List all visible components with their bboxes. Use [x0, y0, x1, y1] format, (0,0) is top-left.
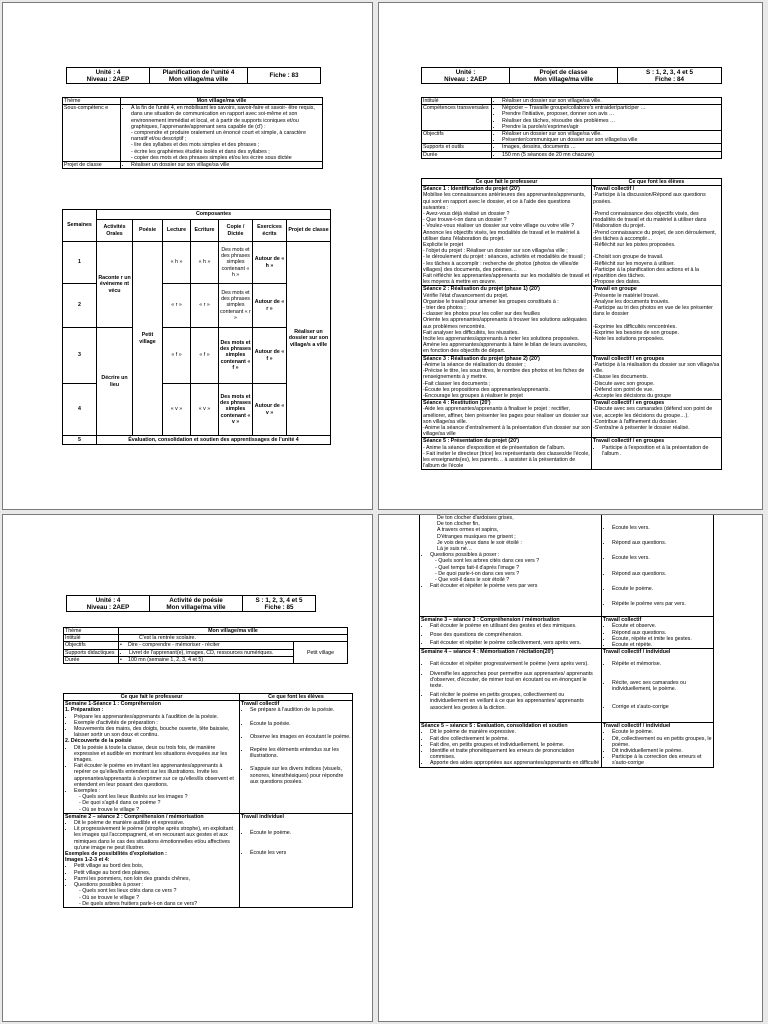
student-actions — [592, 286, 722, 355]
poem-title: Petit village — [133, 242, 163, 436]
student-actions — [592, 186, 722, 286]
teacher-actions — [422, 438, 592, 470]
subcompetence-text: • A la fin de l'unité 4, en mobilisant les savoirs, savoir-faire et savoir- être requis, dans une situation de communication en rapport avec soi-même et son environnement immédiat et local, et à partir de supports iconiques et/ou graphiques, l'apprenante/apprenant sera capable de (d') : - comprendre et produire oralement un énoncé court et simple, à caractère narratif et/ou descriptif ; - lire des syllabes et des mots simples et des phrases ; - écrire les graphèmes étudiés isolés et dans des syllabes ; - copier des mots et des phrases simples et/ou les écrire sous dictée — [131, 105, 321, 161]
work-mode: Travail collectif / en groupes — [593, 355, 665, 362]
prep-item: • Prépare les apprenantes/apprenants à l'audition de la poésie. — [74, 714, 238, 720]
poem-line: Je vois des yeux dans le soir étoilé : — [437, 539, 522, 546]
student-item: • Écoute et observe. — [612, 623, 712, 629]
student-item: • Répond aux questions. — [612, 630, 712, 636]
writing-cell: « v » — [191, 384, 219, 436]
level-label: Niveau : 2AEP — [86, 75, 130, 83]
reading-header: Lecture — [163, 220, 191, 242]
exercise-cell: Autour de « v » — [253, 384, 287, 436]
poem-title: Petit village — [294, 642, 348, 664]
title-label: Intitulé — [64, 635, 119, 642]
example-question: - Que voit-il dans le soir étoilé ? — [435, 577, 510, 584]
theme-label: Thème — [64, 628, 119, 635]
objectives-label: Objectifs — [64, 642, 119, 649]
week-number: 4 — [63, 384, 97, 436]
weekly-grid — [62, 209, 331, 445]
work-mode: Travail collectif / en groupes — [593, 438, 665, 445]
info-value — [492, 144, 722, 151]
sessions-label: S : 1, 2, 3, 4 et 5 — [646, 68, 693, 76]
exploitation-item: • Parmi les pommiers, non loin des grands chênes, — [74, 876, 238, 882]
project-header: Projet de classe — [287, 220, 331, 242]
example-question: - De quoi s'agit-il dans ce poème ? — [79, 800, 161, 807]
page-poetry — [2, 514, 373, 1022]
work-mode: Travail collectif / en groupes — [593, 400, 665, 407]
example-question: - Quels sont les arbres cités dans ces vers ? — [435, 558, 540, 565]
info-label: Intitulé — [422, 98, 492, 105]
student-item: • Participe à la correction des erreurs et s'auto-corrige — [612, 754, 712, 766]
work-mode: Travail collectif / individuel — [603, 723, 671, 730]
session-title: Séance 2 : Réalisation du projet (phase 1) (20') — [423, 286, 540, 293]
session-title: Semaine 3 – séance 3 : Compréhension / mémorisation — [421, 617, 560, 624]
section-title: 1. Préparation : — [65, 707, 104, 714]
info-item: • Prendre la parole/s'exprimer/agir — [502, 124, 720, 130]
duration-value: 100 mn (semaine 1, 2, 3, 4 et 5) — [128, 656, 204, 663]
poetry-sessions-table-continued — [419, 514, 714, 768]
sheet-number: Fiche : 85 — [264, 603, 294, 611]
header-table — [66, 595, 316, 612]
subcompetence-label: Sous-compétenc e — [63, 105, 121, 162]
sheet-number: Fiche : 83 — [269, 72, 299, 79]
teacher-item: • Fait dire collectivement le poème. — [430, 736, 600, 742]
session-text: -Aide les apprenantes/apprenants à finaliser le projet : rectifier, améliorer, affiner, bien présenter les pages pour réaliser un dossier sur son village/sa ville. -Anime la séance d'entraînement à la présentation d'un dossier sur son village/sa ville — [423, 406, 590, 438]
oral-activity: Décrire un lieu — [97, 328, 133, 436]
teacher-item: • Apporte des aides appropriées aux apprenantes/apprenants en difficulté — [430, 760, 600, 766]
poem-line: A travers ormes et sapins, — [437, 527, 499, 534]
student-item: • Écoute les vers. — [612, 555, 712, 561]
example-question: - Quels sont les lieux illustrés sur les images ? — [79, 794, 188, 801]
session-title: Séance 5 : Présentation du projet (20') — [423, 438, 520, 445]
oral-activity: Raconte r un événeme nt vécu — [97, 242, 133, 328]
poetry-info-table — [63, 627, 348, 664]
session-text: Vérifie l'état d'avancement du projet. Organise le travail pour amener les groupes constitués à : - trier des photos ; - classer les photos pour les coller sur des feuilles Oriente les apprenantes/apprenants à trouver les solutions adéquates aux problèmes rencontrés. Fait analyser les difficultés, les réussites. Incite les apprenantes/apprenants à noter les solutions proposées. Amène les apprenantes/apprenants à faire le bilan de leurs avancées, en fonction des objectifs de départ. — [423, 292, 588, 355]
teacher-column-header: Ce que fait le professeur — [64, 694, 240, 701]
prep-item: • Exemple d'activités de préparation : — [74, 720, 238, 726]
sheet-number: Fiche : 84 — [654, 75, 685, 83]
info-value — [492, 98, 722, 105]
exercises-header: Exercices écrits — [253, 220, 287, 242]
writing-cell: « f » — [191, 328, 219, 384]
example-question: - Quel temps fait-il d'après l'image ? — [435, 564, 520, 571]
writing-cell: « h » — [191, 242, 219, 284]
writing-cell: « r » — [191, 284, 219, 328]
students-column-header: Ce que font les élèves — [240, 694, 353, 701]
student-item: • Repère les éléments entendus sur les illustrations. — [250, 747, 351, 759]
duration-label: Durée — [64, 656, 119, 663]
student-item: • Écoute le poème. — [612, 729, 712, 735]
sheet-title: Planification de l'unité 4 — [162, 68, 235, 76]
discovery-item: • Exemples : — [74, 788, 238, 794]
poem-line: De ton clocher d'ardoises grises, — [437, 515, 514, 521]
info-item: • Présenter/communiquer un dossier sur son village/sa ville — [502, 137, 720, 143]
info-label: Objectifs — [422, 131, 492, 144]
teacher-actions — [422, 286, 592, 355]
evaluation-row: Évaluation, consolidation et soutien des apprentissages de l'unité 4 — [97, 436, 331, 445]
title-value: C'est la rentrée scolaire. — [119, 635, 348, 642]
info-item: • Réaliser un dossier sur son village/sa ville. — [502, 98, 720, 104]
info-label: Compétences transversales — [422, 105, 492, 131]
info-item: • 150 mn (5 séances de 20 mn chacune) — [502, 152, 720, 158]
session-text: -Anime la séance de réalisation du dossier ; -Précise le titre, les sous titres, le nombre des photos et les fiches de renseignements à y mettre. -Fait classer les documents ; -Écoute les propositions des apprenantes/apprenants. -Encourage les groupes à réaliser le projet — [423, 361, 585, 399]
copy-header: Copie / Dictée — [219, 220, 253, 242]
session-title: Séance 5 – séance 5 : Évaluation, consolidation et soutien — [421, 723, 568, 730]
teacher-item: • Fait écouter et répéter progressivement le poème (vers après vers). — [430, 661, 600, 667]
header-table — [66, 67, 321, 84]
questions-label: • Questions possibles à poser : — [430, 552, 600, 558]
session-title: Séance 3 : Réalisation du projet (phase 2) (20') — [423, 355, 540, 362]
student-text: -Participe à la discussion/Répond aux questions posées. -Prend connaissance des objectifs visés, des modalités de travail et du matériel à utiliser dans l'élaboration du projet. -Prend connaissance du projet, de son déroulement, des tâches à accomplir… -Réfléchit sur les pistes proposées. -Choisit son groupe de travail. -Réfléchit sur les moyens à utiliser. -Participe à la planification des actions et à la répartition des tâches. -Propose des dates. — [593, 192, 717, 286]
project-value: • Réaliser un dossier sur son village/sa ville — [131, 162, 321, 168]
week-number: 1 — [63, 242, 97, 284]
student-text: • Participe à l'exposition et à la présentation de l'album . — [602, 445, 720, 457]
student-text: -Présente le matériel trouvé. -Analyse les documents trouvés. -Participe au tri des photos en vue de les présenter dans le dossier -Exprime les difficultés rencontrées. -Exprime les besoins de son groupe. -Note les solutions proposées. — [593, 292, 713, 343]
work-mode: Travail collectif — [603, 617, 642, 624]
level-label: Niveau : 2AEP — [444, 75, 487, 83]
session-title: Séance 4 : Restitution (20') — [423, 400, 491, 407]
teacher-actions — [422, 186, 592, 286]
copy-cell: Des mots et des phrases simples contenant « v » — [219, 384, 253, 436]
student-item: • Dit individuellement le poème. — [612, 748, 712, 754]
student-item: • S'appuie sur les divers indices (visuels, sonores, kinesthésiques) pour répondre aux questions posées. — [250, 766, 351, 785]
session-title: Semaine 1-Séance 1 : Compréhension — [65, 701, 161, 708]
teacher-item: • Fait écouter le poème en utilisant des gestes et des mimiques. — [430, 623, 600, 629]
prep-item: • Mouvements des mains, des doigts, bouche ouverte, tête baissée, laisser sortir un son doux et continu. — [74, 726, 238, 738]
student-item: • Écoute le poème. — [250, 830, 351, 836]
example-question: - De quoi parle-t-on dans ces vers ? — [435, 570, 520, 577]
section-title: Exemples de possibilités d'exploitation : — [65, 851, 167, 858]
student-actions — [592, 438, 722, 470]
exercise-cell: Autour de « h » — [253, 242, 287, 284]
student-actions — [592, 355, 722, 399]
info-value — [492, 151, 722, 158]
teacher-item: • Fait écouter et répéter le poème collectivement, vers après vers. — [430, 640, 600, 646]
student-actions — [592, 400, 722, 438]
section-title: 2. Découverte de la poésie — [65, 738, 132, 745]
info-item: • Prendre l'initiative, proposer, donner son avis … — [502, 111, 720, 117]
discovery-item: • Dit la poésie à toute la classe, deux ou trois fois, de manière expressive et audible en montrant les situations évoquées sur les images. — [74, 745, 238, 764]
poetry-header: Poésie — [133, 220, 163, 242]
teacher-item: • Dit le poème de manière expressive. — [430, 729, 600, 735]
section-subtitle: Images 1-2-3 et 4: — [65, 857, 110, 864]
writing-header: Ecriture — [191, 220, 219, 242]
copy-cell: Des mots et des phrases simples contenant « h » — [219, 242, 253, 284]
student-item: • Observe les images en écoutant le poème. — [250, 734, 351, 740]
sheet-subtitle: Mon village/ma ville — [166, 603, 226, 611]
student-item: • Écoute les vers. — [612, 525, 712, 531]
student-item: • Répète le poème vers par vers. — [612, 601, 712, 607]
session-title: Semaine 4 – séance 4 : Mémorisation / récitation(20') — [421, 649, 554, 656]
weeks-header: Semaines — [63, 210, 97, 242]
student-item: • Écoute la poésie. — [250, 721, 351, 727]
student-item: • Écoute le poème. — [612, 586, 712, 592]
teacher-item: • Dit le poème de manière audible et expressive. — [74, 820, 238, 826]
week-number: 5 — [63, 436, 97, 445]
exploitation-item: • Petit village au bord des bois, — [74, 863, 238, 869]
exploitation-item: • Petit village au bord des plaines, — [74, 870, 238, 876]
unit-label: Unité : — [455, 68, 476, 76]
project-sessions-table — [421, 178, 722, 470]
student-text: -Discute avec ses camarades (défend son point de vue, accepte les décisions du groupe…). -Contribue à l'affinement du dossier. -S'entraîne à présenter le dossier réalisé. — [593, 406, 713, 431]
copy-cell: Des mots et des phrases simples contenant « r » — [219, 284, 253, 328]
components-header: Composantes — [97, 210, 331, 220]
info-item: • Images, dessins, documents … — [502, 144, 720, 150]
poem-line: D'étranges musiques me grisent ; — [437, 533, 516, 540]
students-column-header: Ce que font les élèves — [592, 179, 722, 186]
unit-label: Unité : 4 — [95, 68, 121, 76]
teacher-item: • Identifie et traite phonétiquement les erreurs de prononciation commises. — [430, 748, 600, 760]
supports-label: Supports didactiques — [64, 649, 119, 656]
teacher-item: • Fait réciter le poème en petits groupes, collectivement ou individuellement en veillant à ce que les apprenantes/ apprenants associent les gestes à la diction. — [430, 692, 600, 711]
theme-value: Mon village/ma ville — [121, 98, 323, 105]
reading-cell: « v » — [163, 384, 191, 436]
exploitation-item: • Questions possibles à poser : — [74, 882, 238, 888]
student-item: • Répète et mémorise. — [612, 661, 712, 667]
level-label: Niveau : 2AEP — [86, 603, 130, 611]
info-value — [492, 131, 722, 144]
sheet-title: Projet de classe — [539, 68, 588, 76]
project-cell: Réaliser un dossier sur son village/s a ville — [287, 242, 331, 436]
teacher-item: • Pose des questions de compréhension. — [430, 632, 600, 638]
reading-cell: « h » — [163, 242, 191, 284]
info-item: • Réaliser des tâches, résoudre des problèmes … — [502, 118, 720, 124]
work-mode: Travail collectif / — [593, 186, 635, 193]
supports-value: • Livret de l'apprenant(e), images, CD, ressources numériques. — [129, 650, 292, 656]
teacher-item: • Fait dire, en petits groupes et individuellement, le poème. — [430, 742, 600, 748]
work-mode: Travail collectif / individuel — [603, 649, 671, 656]
week-number: 2 — [63, 284, 97, 328]
theme-value: Mon village/ma ville — [119, 628, 348, 635]
poem-line: De ton clocher fin, — [437, 521, 480, 528]
oral-header: Activités Orales — [97, 220, 133, 242]
example-question: - Où se trouve le village ? — [79, 806, 140, 813]
objectives-value: Dire - comprendre - mémoriser - réciter — [128, 642, 220, 649]
reading-cell: « f » — [163, 328, 191, 384]
sheet-title: Activité de poésie — [169, 596, 223, 604]
page-poetry-continued — [378, 514, 763, 1022]
subcompetence-table — [62, 97, 323, 169]
poetry-sessions-table — [63, 693, 353, 908]
example-question: - Quels sont les lieux cités dans ce vers ? — [79, 888, 177, 895]
week-number: 3 — [63, 328, 97, 384]
page-planning — [2, 2, 373, 510]
info-item: • Réaliser un dossier sur son village/sa ville. — [502, 131, 720, 137]
exercise-cell: Autour de « r » — [253, 284, 287, 328]
session-text: Mobilise les connaissances antérieures des apprenantes/apprenants, qui sont en rapport avec le dossier, et ce à l'aide des questions suivantes : - Avez-vous déjà réalisé un dossier ? - Que trouve-t-on dans un dossier ? - Voulez-vous réaliser un dossier sur votre village ou votre ville ? Annonce les objectifs visés, les modalités de travail et le matériel à utiliser dans l'élaboration du projet. Explicite le projet - l'objet du projet : Réaliser un dossier sur son village/sa ville ; - le déroulement du projet : séances, activités et modalités de travail ; - les tâches à accomplir : recherche de photos (photos de villes/de villages) des documents, des poèmes… Fait réfléchir les apprenantes/apprenants sur les modalités de travail et les moyens à mettre en œuvre. — [423, 192, 590, 286]
work-mode: Travail collectif — [241, 701, 280, 708]
example-question: - De quels arbres fruitiers parle-t-on dans ce vers? — [79, 900, 198, 907]
example-question: - Où se trouve le village ? — [79, 894, 140, 901]
student-text: -Participe à la réalisation du dossier sur son village/sa ville. -Classe les documents. -Discute avec son groupe. -Défend son point de vue. -Accepte les décisions du groupe — [593, 361, 720, 399]
sheet-subtitle: Mon village/ma ville — [533, 75, 594, 83]
theme-label: Thème — [63, 98, 121, 105]
work-mode: Travail en groupe — [593, 286, 637, 293]
sheet-subtitle: Mon village/ma ville — [168, 75, 229, 83]
sessions-label: S : 1, 2, 3, 4 et 5 — [255, 596, 303, 604]
student-item: • Récite, avec ses camarades ou individuellement, le poème. — [612, 680, 712, 692]
reading-cell: « r » — [163, 284, 191, 328]
unit-label: Unité : 4 — [95, 596, 121, 604]
page-class-project — [378, 2, 763, 510]
header-table — [421, 67, 722, 84]
info-value — [492, 105, 722, 131]
info-label: Supports et outils — [422, 144, 492, 151]
copy-cell: Des mots et des phrases simples contenant « f » — [219, 328, 253, 384]
repeat-instruction: • Fait écouter et répéter le poème vers par vers — [430, 583, 600, 589]
poem-line: Là je suis né… — [437, 546, 473, 553]
student-item: • Dit, collectivement ou en petits groupes, le poème. — [612, 736, 712, 748]
discovery-item: • Fait écouter le poème en invitant les apprenantes/apprenants à repérer ce qu'elles/ils entendent sur les illustrations. Invite les apprenantes/apprenants à s'exprimer sur ce qu'elles/ils observent et entendent en leur posant des questions. — [74, 763, 238, 788]
student-item: • Se prépare à l'audition de la poésie. — [250, 707, 351, 713]
info-label: Durée — [422, 151, 492, 158]
student-item: • Écoute et répète. — [612, 642, 712, 648]
teacher-item: • Lit progressivement le poème (strophe après strophe), en exploitant les images qui l'accompagnent, et en recourant aux gestes et aux mimiques dans le cas des situations émotionnelles et/ou affectives qu'une image ne peut illustrer. — [74, 826, 238, 851]
student-item: • Écoute, répète et imite les gestes. — [612, 636, 712, 642]
session-text: - Anime la séance d'exposition et de présentation de l'album. - Fait inviter le directeur (trice) les représentants des classes/de l'école, les enseignants(es), les parents… à assister à la présentation de l'album de l'école — [423, 444, 590, 470]
project-label: Projet de classe — [63, 162, 121, 169]
student-item: • Écoute les vers — [250, 850, 351, 856]
teacher-actions — [422, 400, 592, 438]
session-title: Séance 1 : Identification du projet (20') — [423, 186, 520, 193]
student-item: • Répond aux questions. — [612, 540, 712, 546]
info-item: • Négocier – Travaille groupe/collabore's entraider/participer … — [502, 105, 720, 111]
session-title: Semaine 2 – séance 2 : Compréhension / mémorisation — [65, 813, 204, 820]
teacher-actions — [422, 355, 592, 399]
student-item: • Répond aux questions. — [612, 571, 712, 577]
teacher-column-header: Ce que fait le professeur — [422, 179, 592, 186]
work-mode: Travail individuel — [241, 813, 284, 820]
project-info-table — [421, 97, 722, 159]
exercise-cell: Autour de « f » — [253, 328, 287, 384]
student-item: • Corrige et s'auto-corrige — [612, 704, 712, 710]
teacher-item: • Diversifie les approches pour permettre aux apprenantes/ apprenants d'observer, d'écouter, de mimer tout en écoutant ou en énonçant le texte. — [430, 671, 600, 690]
